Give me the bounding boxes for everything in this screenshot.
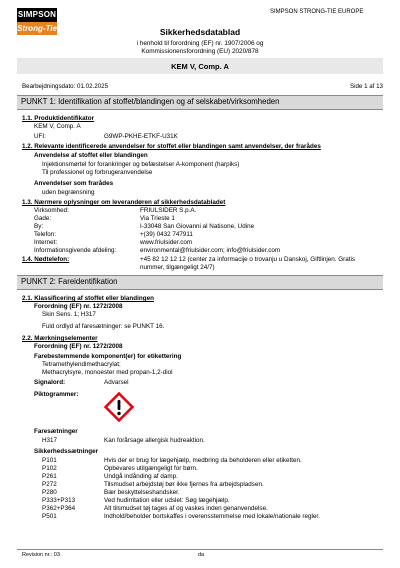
safety-text: Ved hudirritation eller udslet: Søg lægehjælp. [104,497,230,504]
supplier-value: +(39) 0432 747911 [140,231,193,238]
safety-text: Indhold/beholder bortskaffes i overensstemmelse med lokale/nationale regler. [104,513,320,520]
hazard-text: Kan forårsage allergisk hudreaktion. [104,437,205,444]
safety-text: Alt tilsmudset tøj tages af og vaskes inden genanvendelse. [104,505,268,512]
ufi-label: UFI: [34,133,46,140]
use-heading: Anvendelse af stoffet eller blandingen [34,152,148,159]
regulation-line-1: i henhold til forordning (EF) nr. 1907/2006 og [136,40,264,47]
section2-title: PUNKT 2: Fareidentifikation [21,277,118,286]
signal-label: Signalord: [34,379,66,386]
strong-tie-logo-bottom: Strong-Tie [17,24,57,33]
safety-text: Hvis der er brug for lægehjælp, medbring da beholderen eller etiketten. [104,457,302,464]
heading-1-2: 1.2. Relevante identificerede anvendelser for stoffet eller blandingen samt anvendelser, der frarådes [22,143,321,150]
safety-heading: Sikkerhedssætninger [34,448,99,455]
revision-number: Revision nr.: 03 [22,552,60,558]
heading-2-2: 2.2. Mærkningselementer [22,335,98,342]
component-1: Tetramethylendimethacrylat; [42,361,121,368]
safety-code: P501 [42,513,57,520]
use-line-2: Til professionel og forbrugeranvendelse [42,169,153,176]
company-name: SIMPSON STRONG-TIE EUROPE [270,9,364,15]
safety-text: Bær beskyttelseshandsker. [104,489,180,496]
safety-text: Opbevares utilgængeligt for børn. [104,465,198,472]
heading-1-1: 1.1. Produktidentifikator [22,115,95,122]
document-title: Sikkerhedsdatablad [159,27,241,37]
supplier-value[interactable]: www.friulsider.com [140,239,193,246]
safety-code: P101 [42,457,57,464]
safety-code: P280 [42,489,57,496]
ufi-value: G9WP-PKHE-ETKF-U31K [104,133,178,140]
component-2: Methacrylsyre, monoester med propan-1,2-diol [42,369,173,376]
revision-date: Bearbejdningsdato: 01.02.2025 [22,83,109,90]
supplier-label: Informationsgivende afdeling: [34,247,117,254]
regulation-heading: Forordning (EF) nr. 1272/2008 [34,303,123,310]
supplier-value: I-33048 San Giovanni al Natisone, Udine [140,223,255,230]
safety-text: Tilsmudset arbejdstøj bør ikke fjernes fra arbejdspladsen. [104,481,264,488]
supplier-label: Virksomhed: [34,207,69,214]
classification: Skin Sens. 1; H317 [42,311,96,318]
components-heading: Farebestemmende komponent(er) for etikettering [34,353,182,360]
heading-1-4: 1.4. Nødtelefon: [22,256,70,263]
hazard-heading: Faresætninger [34,428,78,435]
supplier-label: Gade: [34,215,52,222]
emergency-line-1: +45 82 12 12 12 (center za informacije o trovanju u Danskoj, Giftlinjen. Gratis [140,256,356,263]
ghs07-exclamation-mark-icon [104,392,134,422]
fulltext-note: Fuld ordlyd af faresætninger: se PUNKT 16. [42,323,165,330]
safety-code: P272 [42,481,57,488]
regulation-line-2: Kommissionensforordning (EU) 2020/878 [141,48,259,55]
pictogram-label: Piktogrammer: [34,391,79,398]
safety-code: P362+P364 [42,505,76,512]
safety-code: P102 [42,465,57,472]
simpson-logo-top: SIMPSON [17,8,57,22]
emergency-line-2: nummer, tilgængeligt 24/7) [140,264,215,271]
heading-1-3: 1.3. Nærmere oplysninger om leverandøren af sikkerhedsdatabladet [22,199,226,206]
language-code: da [198,552,205,558]
supplier-label: Internet: [34,239,58,246]
advised-heading: Anvendelser som frarådes [34,180,114,187]
signal-value: Advarsel [104,379,129,386]
supplier-value[interactable]: environmental@friulsider.com; info@friulsider.com [140,247,281,254]
regulation-heading: Forordning (EF) nr. 1272/2008 [34,343,123,350]
safety-code: P261 [42,473,57,480]
section1-title: PUNKT 1: Identifikation af stoffet/blandingen og af selskabet/virksomheden [21,97,280,106]
supplier-label: By: [34,223,44,230]
advised-value: uden begrænsning [42,189,95,196]
supplier-value: FRIULSIDER S.p.A. [140,207,197,214]
safety-text: Undgå indånding af damp. [104,473,178,480]
supplier-label: Telefon: [34,231,57,238]
safety-code: P333+P313 [42,497,76,504]
product-identifier: KEM V, Comp. A [34,123,81,130]
supplier-value: Via Trieste 1 [140,215,175,222]
product-name: KEM V, Comp. A [171,62,229,71]
footer-divider [17,549,383,550]
heading-2-1: 2.1. Klassificering af stoffet eller blandingen [22,295,154,302]
hazard-code: H317 [42,437,58,444]
page-number: Side 1 af 13 [349,83,383,90]
use-line-1: Injektionsmørtel for forankringer og befæstelser A-komponent (harpiks) [42,161,240,168]
